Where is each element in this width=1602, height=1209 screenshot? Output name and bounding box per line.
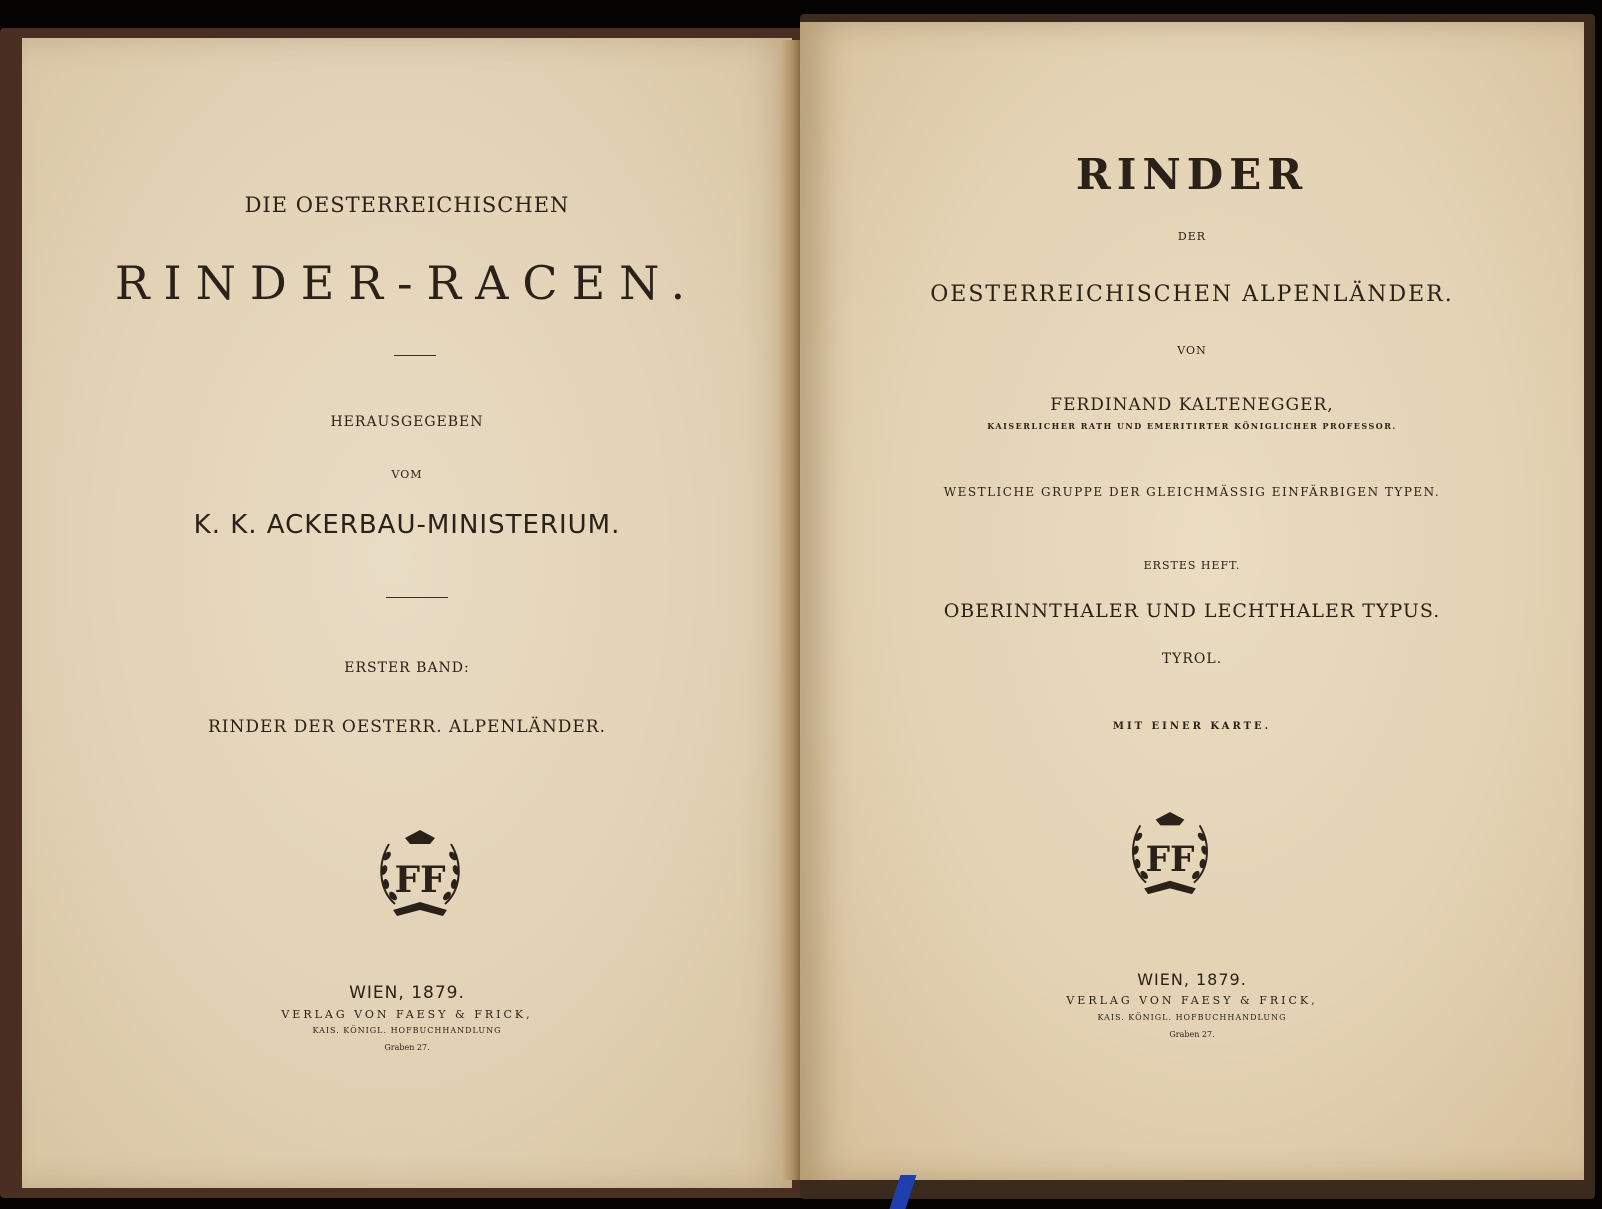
series-title: DIE OESTERREICHISCHEN	[244, 193, 570, 217]
publisher-emblem-icon	[1127, 809, 1213, 899]
author-name: FERDINAND KALTENEGGER,	[1050, 395, 1334, 415]
region-label: TYROL.	[1161, 651, 1223, 667]
right-title: RINDER	[1075, 150, 1309, 199]
by-label: VON	[1177, 344, 1207, 357]
volume-label: ERSTER BAND:	[344, 660, 470, 676]
editor-name: K. K. ACKERBAU-MINISTERIUM.	[193, 510, 621, 540]
emblem-monogram: FF	[394, 859, 446, 901]
imprint-publisher-sub: KAIS. KÖNIGL. HOFBUCHHANDLUNG	[1097, 1013, 1287, 1022]
main-title: RINDER-RACEN.	[114, 256, 700, 310]
imprint-publisher-sub: KAIS. KÖNIGL. HOFBUCHHANDLUNG	[312, 1026, 502, 1035]
volume-title: RINDER DER OESTERR. ALPENLÄNDER.	[208, 717, 606, 737]
map-note: MIT EINER KARTE.	[1112, 721, 1272, 732]
emblem-monogram: FF	[1145, 840, 1195, 881]
imprint-address: Graben 27.	[384, 1043, 430, 1052]
imprint-publisher: VERLAG VON FAESY & FRICK,	[1066, 994, 1318, 1007]
editor-intro: HERAUSGEGEBEN	[330, 414, 484, 430]
author-title: KAISERLICHER RATH UND EMERITIRTER KÖNIGLICHER PROFESSOR.	[987, 421, 1397, 431]
imprint-publisher: VERLAG VON FAESY & FRICK,	[281, 1008, 533, 1021]
imprint-city-year: WIEN, 1879.	[349, 983, 465, 1003]
left-title-page	[22, 38, 792, 1188]
publisher-emblem-icon	[375, 828, 465, 920]
group-title: WESTLICHE GRUPPE DER GLEICHMÄSSIG EINFÄRBIGEN TYPEN.	[943, 485, 1441, 499]
editor-prep: VOM	[391, 468, 423, 481]
divider	[386, 597, 448, 598]
part-title: OBERINNTHALER UND LECHTHALER TYPUS.	[943, 600, 1441, 622]
right-title-prep: DER	[1177, 230, 1207, 243]
divider	[394, 355, 436, 356]
right-title-page	[800, 22, 1584, 1180]
imprint-address: Graben 27.	[1169, 1030, 1215, 1039]
part-label: ERSTES HEFT.	[1143, 559, 1241, 572]
right-subtitle: OESTERREICHISCHEN ALPENLÄNDER.	[930, 282, 1454, 307]
imprint-city-year: WIEN, 1879.	[1137, 970, 1247, 989]
